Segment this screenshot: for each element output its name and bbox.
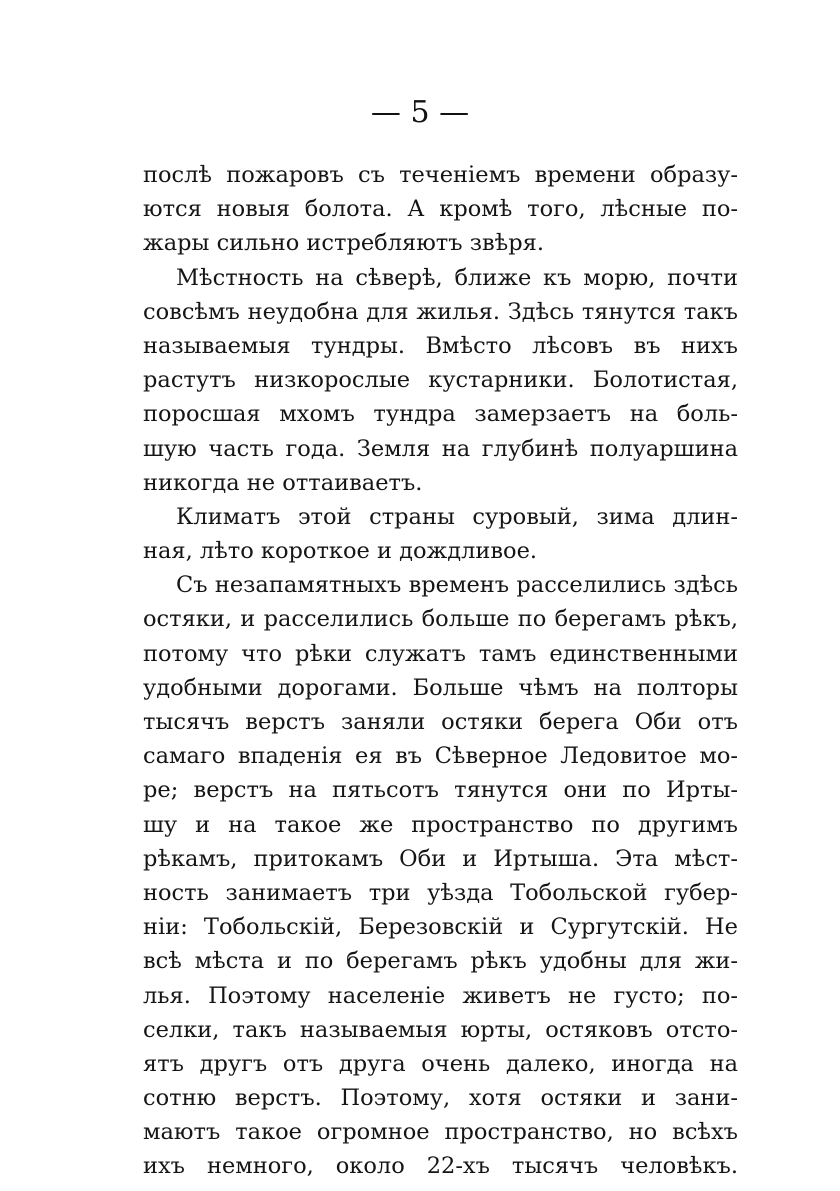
text-line: удобными дорогами. Больше чѣмъ на полторы <box>143 674 738 701</box>
page-number: — 5 — <box>370 95 470 130</box>
text-line: шу и на такое же пространство по другимъ <box>143 811 738 838</box>
text-line: рѣкамъ, притокамъ Оби и Иртыша. Эта мѣст- <box>143 845 738 872</box>
text-line: всѣ мѣста и по берегамъ рѣкъ удобны для жи- <box>143 948 738 975</box>
text-line: называемыя тундры. Вмѣсто лѣсовъ въ нихъ <box>143 332 738 359</box>
text-line: остяки, и расселились больше по берегамъ рѣкъ, <box>143 606 738 633</box>
text-line: шую часть года. Земля на глубинѣ полуаршина <box>143 435 738 462</box>
text-line: Съ незапамятныхъ временъ расселились здѣсь <box>176 572 738 599</box>
text-line: лья. Поэтому населеніе живетъ не густо; по- <box>143 982 738 1009</box>
text-line: послѣ пожаровъ съ теченіемъ времени образу- <box>143 162 738 188</box>
text-line: совсѣмъ неудобна для жилья. Здѣсь тянутся такъ <box>143 298 738 325</box>
text-line: никогда не оттаиваетъ. <box>143 469 423 496</box>
text-line: ніи: Тобольскій, Березовскій и Сургутскій. Не <box>143 914 738 941</box>
text-line: ная, лѣто короткое и дождливое. <box>143 538 538 565</box>
text-line: ятъ другъ отъ друга очень далеко, иногда на <box>143 1050 738 1077</box>
text-line: жары сильно истребляютъ звѣря. <box>143 230 544 257</box>
text-line: тысячъ верстъ заняли остяки берега Оби отъ <box>143 709 738 735</box>
text-line: Климатъ этой страны суровый, зима длин- <box>176 503 738 530</box>
text-line: ре; верстъ на пятьсотъ тянутся они по Ирты- <box>143 777 738 804</box>
text-line: селки, такъ называемыя юрты, остяковъ отсто- <box>143 1016 738 1043</box>
text-line: растутъ низкорослые кустарники. Болотистая, <box>143 367 738 394</box>
text-line: потому что рѣки служатъ тамъ единственными <box>143 640 738 667</box>
text-line: ихъ немного, около 22-хъ тысячъ человѣкъ. <box>143 1153 738 1180</box>
text-line: самаго впаденія ея въ Сѣверное Ледовитое мо- <box>143 743 738 770</box>
text-line: сотню верстъ. Поэтому, хотя остяки и зани- <box>143 1085 738 1112</box>
text-line: ность занимаетъ три уѣзда Тобольской губер- <box>143 879 738 906</box>
text-line: маютъ такое огромное пространство, но всѣхъ <box>143 1119 738 1146</box>
text-line: ются новыя болота. А кромѣ того, лѣсные по- <box>143 196 738 223</box>
body-text <box>143 158 738 1184</box>
text-line: Мѣстность на сѣверѣ, ближе къ морю, почти <box>176 264 738 291</box>
text-line: поросшая мхомъ тундра замерзаетъ на боль- <box>143 401 738 428</box>
